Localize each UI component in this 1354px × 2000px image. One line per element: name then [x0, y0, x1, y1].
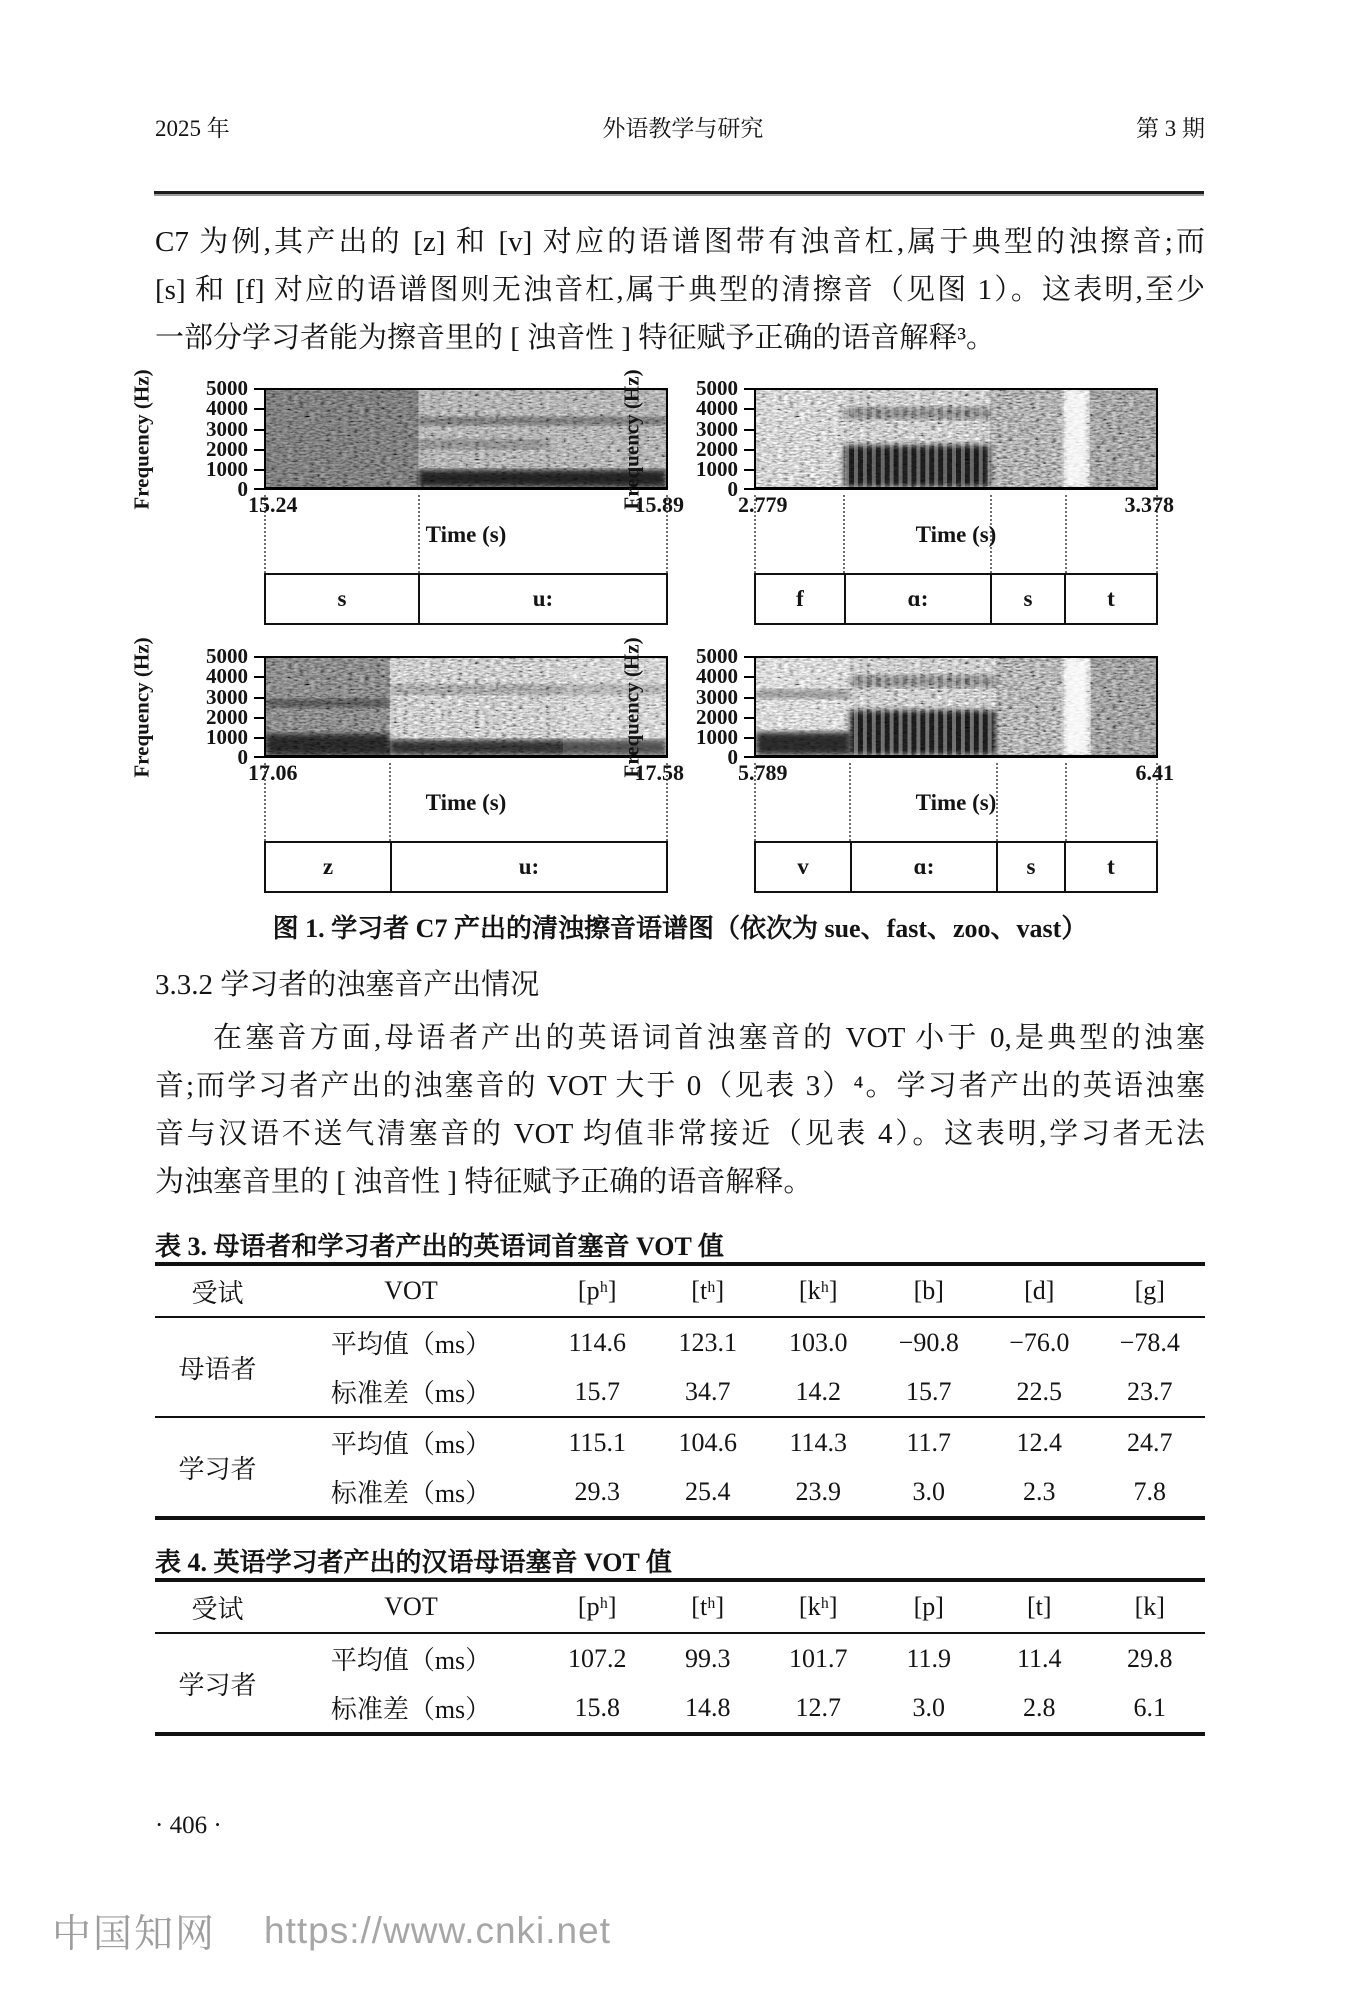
tick-mark	[254, 697, 264, 699]
frequency-axis-label-text: Frequency (Hz)	[129, 368, 154, 510]
segment-tier	[754, 573, 1158, 625]
tick-mark	[254, 449, 264, 451]
table-4	[155, 1578, 1205, 1736]
segment-tier	[264, 841, 668, 893]
subject-cell: 母语者	[178, 1354, 257, 1384]
column-header-phoneme: [tʰ]	[653, 1580, 764, 1633]
frequency-axis-ticks	[184, 376, 264, 501]
column-header-phoneme: [tʰ]	[653, 1264, 764, 1317]
tick-mark	[254, 429, 264, 431]
column-header-vot: VOT	[280, 1580, 542, 1633]
tick-mark	[254, 388, 264, 390]
tick-mark	[744, 449, 754, 451]
table-row	[155, 1417, 1205, 1467]
time-start: 2.779	[738, 492, 788, 517]
segment-label: f	[796, 586, 804, 611]
time-axis-label: Time (s)	[915, 522, 997, 547]
tick-mark	[744, 737, 754, 739]
tick-label: 1000	[206, 457, 248, 481]
header-year: 2025 年	[155, 116, 230, 141]
time-axis-label: Time (s)	[425, 790, 507, 815]
paragraph-1-line: 一部分学习者能为擦音里的 [ 浊音性 ] 特征赋予正确的语音解释³。	[155, 322, 996, 354]
value-cell: 2.3	[1023, 1476, 1056, 1506]
stat-label-cell: 标准差（ms）	[330, 1695, 492, 1724]
column-header-vot: VOT	[280, 1264, 542, 1317]
tick-label: 4000	[696, 396, 738, 420]
value-cell: 101.7	[789, 1643, 848, 1673]
tick-label: 3000	[206, 685, 248, 709]
tick-mark	[744, 429, 754, 431]
paragraph-2-line: 为浊塞音里的 [ 浊音性 ] 特征赋予正确的语音解释。	[155, 1166, 813, 1198]
value-cell: 14.8	[685, 1692, 731, 1722]
tick-label: 1000	[696, 457, 738, 481]
paragraph-2	[155, 1014, 1205, 1206]
segment-tier	[264, 573, 668, 625]
table-row	[155, 1467, 1205, 1518]
subject-cell: 学习者	[178, 1670, 257, 1700]
tick-mark	[744, 656, 754, 658]
tick-mark	[254, 756, 264, 758]
paragraph-1-line: [s] 和 [f] 对应的语谱图则无浊音杠,属于典型的清擦音（见图 1）。这表明,至少	[155, 274, 1205, 306]
value-cell: 99.3	[685, 1643, 731, 1673]
column-header-subject: 受试	[155, 1580, 280, 1633]
panel-plot-area	[129, 368, 684, 625]
segment-label: t	[1064, 843, 1156, 891]
time-range	[248, 492, 684, 518]
spectrogram-image	[756, 390, 1156, 487]
value-cell: 14.2	[795, 1376, 841, 1406]
time-start: 15.24	[248, 492, 298, 517]
value-cell: 15.7	[574, 1376, 620, 1406]
segment-label: t	[1064, 575, 1156, 623]
tick-mark	[254, 717, 264, 719]
tick-label: 4000	[696, 664, 738, 688]
time-end: 3.378	[1124, 492, 1174, 517]
section-heading: 3.3.2 学习者的浊塞音产出情况	[155, 969, 540, 1001]
value-cell: 7.8	[1133, 1476, 1166, 1506]
value-cell: −76.0	[1009, 1327, 1070, 1357]
tick-mark	[744, 408, 754, 410]
frequency-axis-label	[122, 636, 162, 778]
value-cell: 103.0	[789, 1327, 848, 1357]
tick-mark	[254, 488, 264, 490]
value-cell: 15.8	[574, 1692, 620, 1722]
tick-mark	[744, 388, 754, 390]
tick-mark	[744, 697, 754, 699]
column-header-phoneme: [k]	[1095, 1580, 1206, 1633]
table-4-title: 表 4. 英语学习者产出的汉语母语塞音 VOT 值	[155, 1548, 672, 1577]
segment-label: u:	[390, 843, 666, 891]
tick-mark	[254, 656, 264, 658]
tick-label: 4000	[206, 664, 248, 688]
time-axis-label: Time (s)	[425, 522, 507, 547]
value-cell: 29.8	[1127, 1643, 1173, 1673]
time-range	[738, 760, 1174, 786]
tick-label: 2000	[206, 705, 248, 729]
segment-tier	[754, 841, 1158, 893]
time-end: 15.89	[634, 492, 684, 517]
tick-label: 0	[237, 745, 248, 769]
time-end: 6.41	[1135, 760, 1174, 785]
frequency-axis-label	[122, 368, 162, 510]
value-cell: 12.4	[984, 1417, 1095, 1467]
value-cell: 3.0	[912, 1476, 945, 1506]
table-row	[155, 1367, 1205, 1417]
table-3-title: 表 3. 母语者和学习者产出的英语词首塞音 VOT 值	[155, 1232, 724, 1261]
time-start: 5.789	[738, 760, 788, 785]
tick-mark	[744, 676, 754, 678]
value-cell: 23.7	[1127, 1376, 1173, 1406]
segment-label: s	[996, 843, 1064, 891]
spectrogram-panel-vast	[619, 636, 1174, 896]
column-header-phoneme: [kʰ]	[763, 1264, 874, 1317]
stat-label-cell: 平均值（ms）	[280, 1417, 542, 1467]
value-cell: 12.7	[795, 1692, 841, 1722]
column-header-phoneme: [d]	[984, 1264, 1095, 1317]
frequency-axis-ticks	[184, 644, 264, 769]
segment-label: s	[337, 586, 347, 611]
spectrogram-panel-sue	[129, 368, 684, 628]
stat-label-cell: 平均值（ms）	[330, 1330, 492, 1359]
tick-label: 5000	[696, 376, 738, 400]
table-row	[155, 1633, 1205, 1683]
time-start: 17.06	[248, 760, 298, 785]
value-cell: 104.6	[653, 1417, 764, 1467]
spectrogram-panel-fast	[619, 368, 1174, 628]
time-range	[738, 492, 1174, 518]
cnki-logo: 中国知网	[52, 1913, 217, 1956]
column-header-phoneme: [p]	[874, 1580, 985, 1633]
page-number: · 406 ·	[155, 1812, 222, 1839]
stat-label-cell: 平均值（ms）	[330, 1646, 492, 1675]
table-3	[155, 1262, 1205, 1520]
tick-label: 2000	[696, 705, 738, 729]
tick-label: 4000	[206, 396, 248, 420]
stat-label-cell: 标准差（ms）	[330, 1479, 492, 1508]
value-cell: 23.9	[795, 1476, 841, 1506]
subject-cell: 学习者	[155, 1417, 280, 1518]
column-header-phoneme: [pʰ]	[542, 1264, 653, 1317]
paragraph-2-line: 音;而学习者产出的浊塞音的 VOT 大于 0（见表 3）⁴。学习者产出的英语浊塞	[155, 1070, 1205, 1102]
value-cell: −90.8	[898, 1327, 959, 1357]
tick-mark	[254, 737, 264, 739]
value-cell: 34.7	[685, 1376, 731, 1406]
value-cell: 115.1	[542, 1417, 653, 1467]
paragraph-1	[155, 218, 1205, 362]
tick-label: 0	[727, 745, 738, 769]
value-cell: 11.4	[1016, 1643, 1062, 1673]
value-cell: 2.8	[1023, 1692, 1056, 1722]
figure-caption: 图 1. 学习者 C7 产出的清浊擦音语谱图（依次为 sue、fast、zoo、vast）	[272, 914, 1088, 943]
frequency-axis-label-text: Frequency (Hz)	[619, 636, 644, 778]
tick-label: 5000	[696, 644, 738, 668]
tick-mark	[254, 469, 264, 471]
table-row	[155, 1264, 1205, 1317]
time-end: 17.58	[634, 760, 684, 785]
value-cell: 123.1	[678, 1327, 737, 1357]
time-range	[248, 760, 684, 786]
frequency-axis-label-text: Frequency (Hz)	[129, 636, 154, 778]
spectrogram-image	[756, 658, 1156, 755]
frequency-axis-label-text: Frequency (Hz)	[619, 368, 644, 510]
header-issue: 第 3 期	[1136, 116, 1205, 141]
value-cell: 3.0	[912, 1692, 945, 1722]
frequency-axis-ticks	[674, 644, 754, 769]
tick-label: 2000	[206, 437, 248, 461]
header-journal-title: 外语教学与研究	[602, 116, 764, 141]
value-cell: 114.3	[763, 1417, 874, 1467]
segment-label: s	[990, 575, 1064, 623]
segment-label: ɑ:	[844, 575, 990, 623]
segment-label: v	[797, 854, 809, 879]
value-cell: 107.2	[568, 1643, 627, 1673]
tick-mark	[254, 676, 264, 678]
tick-label: 0	[727, 477, 738, 501]
value-cell: 11.7	[874, 1417, 985, 1467]
column-header-phoneme: [kʰ]	[763, 1580, 874, 1633]
value-cell: 25.4	[685, 1476, 731, 1506]
column-header-phoneme: [pʰ]	[542, 1580, 653, 1633]
paragraph-2-line: 在塞音方面,母语者产出的英语词首浊塞音的 VOT 小于 0,是典型的浊塞	[213, 1022, 1205, 1054]
segment-label: z	[322, 854, 334, 879]
value-cell: 11.9	[906, 1643, 952, 1673]
tick-label: 0	[237, 477, 248, 501]
running-head	[155, 110, 1205, 143]
spectrogram-plot	[754, 656, 1158, 758]
tick-label: 1000	[696, 725, 738, 749]
panel-plot-area	[129, 636, 684, 893]
tick-mark	[254, 408, 264, 410]
frequency-axis-label	[612, 636, 652, 778]
value-cell: 6.1	[1133, 1692, 1166, 1722]
tick-mark	[744, 469, 754, 471]
value-cell: 29.3	[574, 1476, 620, 1506]
column-header-phoneme: [g]	[1095, 1264, 1206, 1317]
spectrogram-panel-zoo	[129, 636, 684, 896]
table-row	[155, 1317, 1205, 1367]
tick-mark	[744, 717, 754, 719]
spectrogram-plot	[264, 388, 668, 490]
tick-label: 1000	[206, 725, 248, 749]
spectrogram-plot	[264, 656, 668, 758]
spectrogram-image	[266, 658, 666, 755]
value-cell: 114.6	[568, 1327, 627, 1357]
column-header-phoneme: [t]	[984, 1580, 1095, 1633]
paragraph-1-line: C7 为例,其产出的 [z] 和 [v] 对应的语谱图带有浊音杠,属于典型的浊擦音;而	[155, 226, 1205, 258]
tick-label: 2000	[696, 437, 738, 461]
column-header-subject: 受试	[155, 1264, 280, 1317]
value-cell: −78.4	[1119, 1327, 1180, 1357]
tick-label: 5000	[206, 376, 248, 400]
value-cell: 22.5	[1016, 1376, 1062, 1406]
header-rule	[154, 191, 1204, 196]
paragraph-2-line: 音与汉语不送气清塞音的 VOT 均值非常接近（见表 4）。这表明,学习者无法	[155, 1118, 1205, 1150]
table-row	[155, 1683, 1205, 1734]
table-row	[155, 1580, 1205, 1633]
spectrogram-image	[266, 390, 666, 487]
segment-label: ɑ:	[850, 843, 996, 891]
tick-label: 3000	[696, 685, 738, 709]
tick-label: 5000	[206, 644, 248, 668]
stat-label-cell: 标准差（ms）	[330, 1379, 492, 1408]
tick-mark	[744, 756, 754, 758]
value-cell: 24.7	[1095, 1417, 1206, 1467]
cnki-footer	[52, 1903, 611, 1959]
frequency-axis-ticks	[674, 376, 754, 501]
tick-label: 3000	[696, 417, 738, 441]
segment-label: u:	[418, 575, 666, 623]
time-axis-label: Time (s)	[915, 790, 997, 815]
tick-mark	[744, 488, 754, 490]
spectrogram-plot	[754, 388, 1158, 490]
column-header-phoneme: [b]	[874, 1264, 985, 1317]
footer-url[interactable]: https://www.cnki.net	[264, 1910, 611, 1951]
tick-label: 3000	[206, 417, 248, 441]
frequency-axis-label	[612, 368, 652, 510]
value-cell: 15.7	[906, 1376, 952, 1406]
